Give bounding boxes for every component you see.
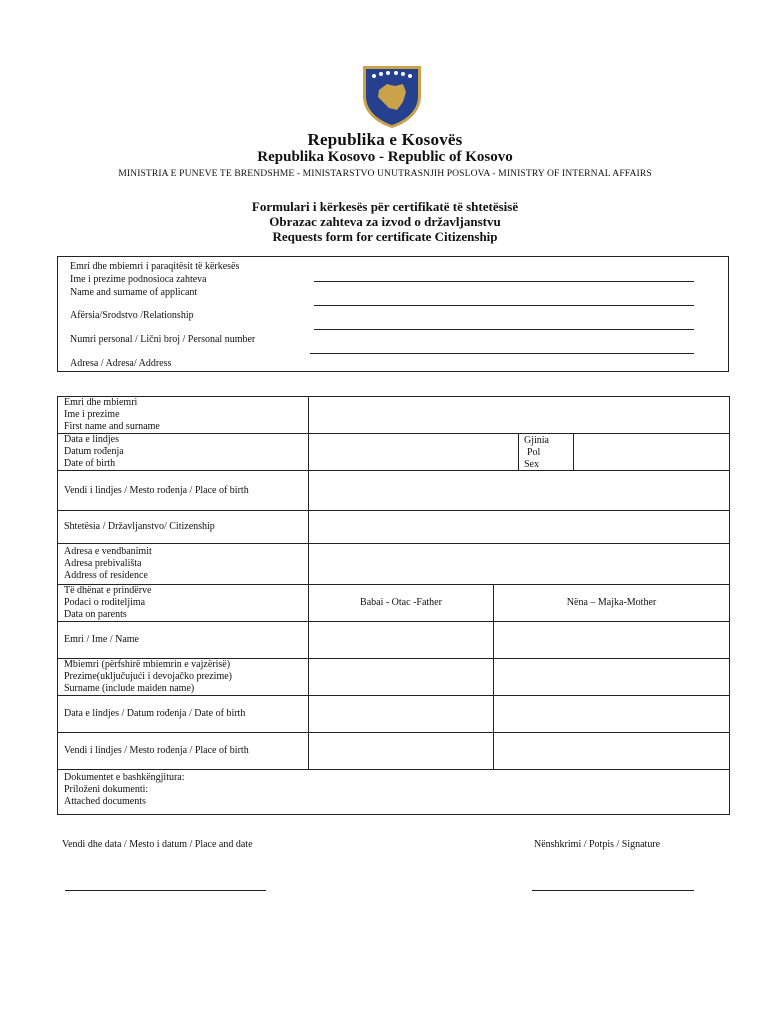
place-of-birth-label: Vendi i lindjes / Mesto rođenja / Place of birth (58, 471, 309, 511)
residence-label-sr: Adresa prebivališta (64, 558, 142, 569)
citizenship-label: Shtetësia / Državljanstvo/ Citizenship (58, 511, 309, 544)
mother-surname-field[interactable] (494, 659, 730, 696)
father-pob-field[interactable] (309, 733, 494, 770)
surname-label-sq: Mbiemri (përfshirë mbiemrin e vajzërisë) (64, 659, 231, 670)
residence-field[interactable] (309, 544, 730, 585)
form-title-en: Requests form for certificate Citizenship (272, 229, 498, 244)
parents-label-sq: Të dhënat e prindërve (64, 585, 152, 596)
form-title-sr: Obrazac zahteva za izvod o državljanstvu (269, 214, 501, 229)
address-label: Adresa / Adresa/ Address (70, 358, 172, 369)
parent-pob-label: Vendi i lindjes / Mesto rođenja / Place of birth (58, 733, 309, 770)
parent-dob-label: Data e lindjes / Datum rođenja / Date of birth (58, 696, 309, 733)
header-ministry: MINISTRIA E PUNEVE TE BRENDSHME - MINISTARSTVO UNUTRASNJIH POSLOVA - MINISTRY OF INTERNAL AFFAIRS (118, 168, 652, 179)
form-title-sq: Formulari i kërkesës për certifikatë të shtetësisë (251, 199, 519, 214)
applicant-name-field[interactable] (314, 281, 694, 282)
residence-label-sq: Adresa e vendbanimit (64, 546, 152, 557)
parent-surname-label-cell (58, 659, 309, 696)
gender-label-en: Sex (524, 459, 539, 470)
place-of-birth-field[interactable] (309, 471, 730, 511)
signature-field[interactable] (532, 890, 694, 891)
table-row (58, 622, 730, 659)
father-surname-field[interactable] (309, 659, 494, 696)
header-republic-sq: Republika e Kosovës (307, 130, 463, 149)
relationship-label: Afërsia/Srodstvo /Relationship (70, 310, 194, 321)
relationship-field[interactable] (314, 305, 694, 306)
gender-field[interactable] (574, 434, 730, 471)
gender-label-sq: Gjinia (524, 435, 549, 446)
applicant-name-label-sq: Emri dhe mbiemri i paraqitësit të kërkesës (70, 261, 240, 272)
surname-label-en: Surname (include maiden name) (64, 683, 195, 694)
residence-label-en: Address of residence (64, 570, 148, 581)
documents-label-en: Attached documents (64, 796, 146, 807)
table-row (58, 544, 730, 585)
kosovo-emblem-icon (359, 64, 425, 130)
dob-label-sq: Data e lindjes (64, 434, 119, 445)
table-row (58, 585, 730, 622)
citizenship-form-table (57, 396, 730, 815)
applicant-name-label-en: Name and surname of applicant (70, 287, 198, 298)
table-row (58, 511, 730, 544)
place-date-label: Vendi dhe data / Mesto i datum / Place and date (62, 839, 253, 850)
parents-label-en: Data on parents (64, 609, 127, 620)
dob-field[interactable] (309, 434, 574, 471)
table-row (58, 770, 730, 815)
residence-label-cell (58, 544, 309, 585)
father-dob-field[interactable] (309, 696, 494, 733)
applicant-name-label-sr: Ime i prezime podnosioca zahteva (70, 274, 207, 285)
address-field[interactable] (310, 353, 694, 354)
place-date-field[interactable] (65, 890, 266, 891)
parent-first-name-label: Emri / Ime / Name (58, 622, 309, 659)
dob-label-en: Date of birth (64, 458, 116, 469)
mother-pob-field[interactable] (494, 733, 730, 770)
father-first-name-field[interactable] (309, 622, 494, 659)
gender-label-sr: Pol (527, 447, 541, 458)
table-row (58, 471, 730, 511)
dob-label-cell (58, 434, 309, 471)
parents-label-sr: Podaci o roditeljima (64, 597, 146, 608)
mother-header: Nëna – Majka-Mother (494, 585, 730, 622)
gender-label (524, 435, 549, 471)
name-label-cell (58, 397, 309, 434)
table-row (58, 434, 730, 471)
table-row (58, 659, 730, 696)
mother-dob-field[interactable] (494, 696, 730, 733)
documents-label-sq: Dokumentet e bashkëngjitura: (64, 772, 185, 783)
name-label-sq: Emri dhe mbiemri (64, 397, 138, 408)
name-label-en: First name and surname (64, 421, 160, 432)
personal-number-field[interactable] (314, 329, 694, 330)
header-republic-sr-en: Republika Kosovo - Republic of Kosovo (257, 149, 513, 165)
table-row (58, 696, 730, 733)
citizenship-field[interactable] (309, 511, 730, 544)
name-field[interactable] (309, 397, 730, 434)
signature-label: Nënshkrimi / Potpis / Signature (534, 839, 661, 850)
personal-number-label: Numri personal / Lični broj / Personal number (70, 334, 256, 345)
father-header: Babai - Otac -Father (309, 585, 494, 622)
parents-label-cell (58, 585, 309, 622)
documents-label-sr: Priloženi dokumenti: (64, 784, 149, 795)
dob-label-sr: Datum rođenja (64, 446, 124, 457)
mother-first-name-field[interactable] (494, 622, 730, 659)
applicant-section (57, 256, 729, 372)
table-row (58, 397, 730, 434)
surname-label-sr: Prezime(uključujući i devojačko prezime) (64, 671, 232, 682)
attached-documents-field[interactable] (58, 770, 730, 815)
table-row (58, 733, 730, 770)
name-label-sr: Ime i prezime (64, 409, 120, 420)
